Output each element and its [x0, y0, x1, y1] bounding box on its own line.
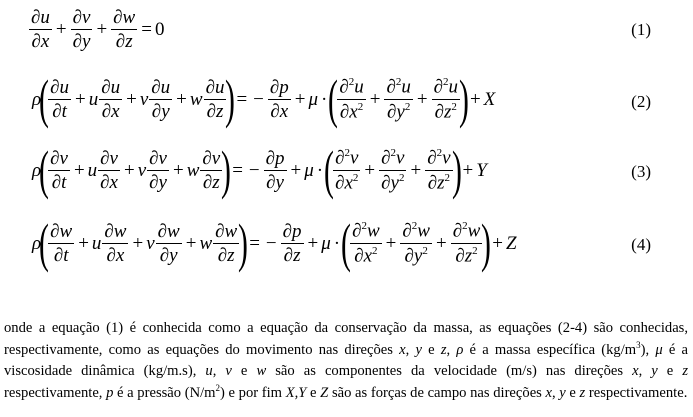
plus-sign: + [126, 88, 137, 110]
left-paren: ( [341, 213, 352, 273]
plus-sign: + [176, 88, 187, 110]
equation-2 [32, 69, 496, 129]
fraction: $\frac{\partial^2u}{\partial z^2}$ [433, 76, 458, 122]
plus-sign: + [132, 232, 144, 254]
var-u: u [91, 232, 102, 254]
var-v: v [137, 159, 147, 181]
fraction: $\frac{\partial p}{\partial y}$ [265, 147, 285, 193]
plus-sign: + [416, 88, 428, 110]
equation-1 [28, 8, 164, 51]
right-paren: ) [458, 69, 469, 129]
minus-sign: − [265, 232, 277, 254]
left-paren: ( [39, 213, 50, 273]
plus-sign: + [78, 232, 89, 254]
equation-number-2: (2) [631, 92, 651, 111]
fraction: $\frac{\partial v}{\partial y}$ [149, 147, 167, 193]
fraction: $\frac{\partial^2v}{\partial x^2}$ [335, 147, 359, 193]
rho: ρ [32, 232, 42, 254]
var-w: w [199, 232, 213, 254]
equals-sign: = [236, 88, 248, 110]
equation-number-3: (3) [631, 162, 651, 181]
force-z: Z [505, 232, 517, 254]
equation-3 [32, 140, 487, 200]
fraction: $\frac{\partial p}{\partial x}$ [269, 76, 289, 122]
fraction: $\frac{\partial^2w}{\partial x^2}$ [352, 220, 380, 266]
fraction: $\frac{\partial p}{\partial z}$ [282, 220, 302, 266]
plus-sign: + [55, 19, 67, 40]
plus-sign: + [307, 232, 319, 254]
fraction: $\frac{\partial v}{\partial y}$ [72, 7, 91, 52]
plus-sign: + [462, 159, 474, 181]
equation-4 [32, 213, 517, 273]
plus-sign: + [410, 159, 422, 181]
mu: μ [308, 88, 319, 110]
minus-sign: − [253, 88, 264, 110]
right-paren: ) [238, 213, 249, 273]
fraction: $\frac{\partial v}{\partial x}$ [100, 147, 118, 193]
dot: · [316, 159, 324, 181]
fraction: $\frac{\partial v}{\partial z}$ [202, 147, 221, 193]
fraction: $\frac{\partial w}{\partial z}$ [215, 220, 238, 266]
plus-sign: + [469, 88, 481, 110]
right-paren: ) [451, 140, 462, 200]
mu: μ [304, 159, 314, 181]
fraction: $\frac{\partial u}{\partial z}$ [205, 76, 225, 122]
rho: ρ [32, 88, 42, 110]
plus-sign: + [172, 159, 184, 181]
fraction: $\frac{\partial^2v}{\partial y^2}$ [381, 147, 405, 193]
fraction: $\frac{\partial w}{\partial t}$ [50, 220, 73, 266]
explanation-paragraph: onde a equação (1) é conhecida como a equação da conservação da massa, as equações (2-4) são conhecidas, respectivamente, como as equações do movimento nas direções x, y e z, ρ é a massa específica $(kg/m^3)$, μ é a viscosidade dinâmica (kg/m.s), u, v e w são as componentes da velocidade (m/s) nas direções x, y e z respectivamente, p é a pressão $(N/m^2)$ e por fim X,Y e Z são as forças de campo nas direções x, y e z respectivamente. [4, 320, 689, 401]
plus-sign: + [385, 232, 397, 254]
fraction: $\frac{\partial u}{\partial x}$ [101, 76, 121, 122]
left-paren: ( [328, 69, 339, 129]
equals-sign: = [232, 159, 243, 181]
minus-sign: − [248, 159, 260, 181]
right-paren: ) [221, 140, 232, 200]
force-y: Y [476, 159, 487, 181]
plus-sign: + [185, 232, 197, 254]
dot: · [333, 232, 341, 254]
dot: · [321, 88, 328, 110]
var-w: w [189, 88, 203, 110]
fraction: $\frac{\partial v}{\partial t}$ [50, 147, 68, 193]
force-x: X [483, 88, 496, 110]
fraction: $\frac{\partial^2w}{\partial y^2}$ [402, 220, 430, 266]
fraction: $\frac{\partial^2u}{\partial y^2}$ [386, 76, 411, 122]
rho: ρ [32, 159, 42, 181]
left-paren: ( [39, 140, 50, 200]
var-u: u [88, 88, 99, 110]
equals-sign: = [249, 232, 260, 254]
equation-number-4: (4) [631, 235, 651, 254]
plus-sign: + [435, 232, 447, 254]
plus-sign: + [290, 159, 302, 181]
plus-sign: + [492, 232, 503, 254]
plus-sign: + [73, 159, 85, 181]
var-v: v [139, 88, 149, 110]
var-v: v [146, 232, 155, 254]
fraction: $\frac{\partial w}{\partial y}$ [157, 220, 180, 266]
plus-sign: + [123, 159, 135, 181]
fraction: $\frac{\partial w}{\partial z}$ [113, 7, 136, 52]
plus-sign: + [294, 88, 306, 110]
zero: 0 [154, 19, 165, 40]
fraction: $\frac{\partial u}{\partial y}$ [151, 76, 171, 122]
fraction: $\frac{\partial^2u}{\partial x^2}$ [339, 76, 364, 122]
right-paren: ) [225, 69, 236, 129]
equation-number-1: (1) [631, 20, 651, 39]
fraction: $\frac{\partial u}{\partial x}$ [31, 7, 50, 52]
plus-sign: + [75, 88, 86, 110]
var-w: w [186, 159, 200, 181]
right-paren: ) [481, 213, 492, 273]
plus-sign: + [96, 19, 108, 40]
fraction: $\frac{\partial^2w}{\partial z^2}$ [452, 220, 481, 266]
fraction: $\frac{\partial u}{\partial t}$ [50, 76, 69, 122]
left-paren: ( [39, 69, 50, 129]
var-u: u [87, 159, 98, 181]
left-paren: ( [324, 140, 335, 200]
equals-sign: = [141, 19, 152, 40]
fraction: $\frac{\partial^2v}{\partial z^2}$ [427, 147, 451, 193]
mu: μ [321, 232, 331, 254]
plus-sign: + [369, 88, 381, 110]
fraction: $\frac{\partial w}{\partial x}$ [104, 220, 127, 266]
plus-sign: + [364, 159, 376, 181]
